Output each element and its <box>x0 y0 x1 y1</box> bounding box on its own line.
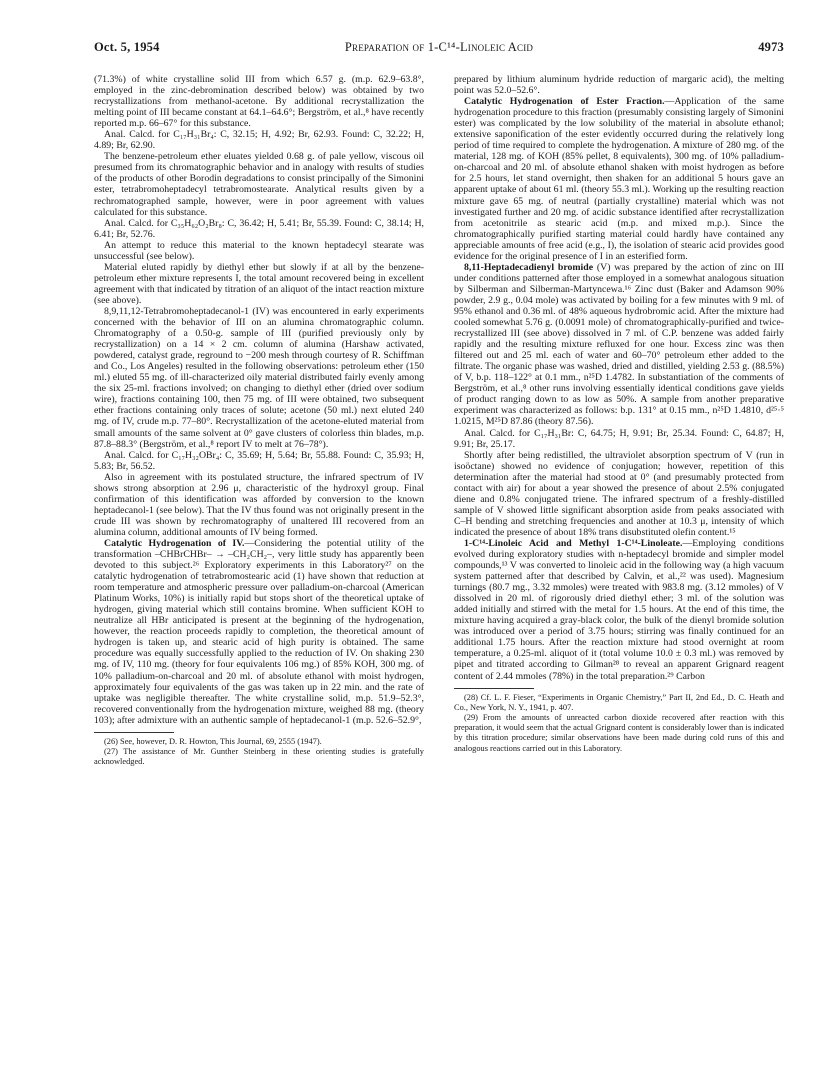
section-text: (V) was prepared by the action of zinc on III under conditions patterned after those employed in a somewhat analogous situation by Silberman and Silberman-Martyncewa.¹⁶ Zinc dust (Baker and Adamson 90% powder, 2.9 g., 0.04 mole) was activated by boiling for a few minutes with 9 ml. of 95% ethanol and 0.36 ml. of 48% aqueous hydrobromic acid. After the mixture had cooled somewhat 5.76 g. (0.0091 mole) of chromatographically-purified and twice-recrystallized III (see above) dissolved in 7 ml. of C.P. benzene was added fairly rapidly and the resulting mixture refluxed for one hour. Excess zinc was then filtered out and 25 ml. each of water and 60–70° petroleum ether added to the filtrate. The organic phase was washed, dried and distilled, yielding 2.53 g. (88.5%) of V, b.p. 118–122° at 0.1 mm., n²⁵D 1.4782. In substantiation of the comments of Bergström, et al.,⁸ other runs involving essentially identical conditions gave yields of product ranging down to as low as 50%. A sample from another preparative experiment was characterized as follows: b.p. 131° at 0.15 mm., n²⁵D 1.4810, d²⁵·⁵ 1.0215, M²⁵D 87.86 (theory 87.56). <box>454 261 784 428</box>
header-title: Preparation of 1-C¹⁴-Linoleic Acid <box>344 40 534 54</box>
section-text: —Employing conditions evolved during exploratory studies with n-heptadecyl bromide and simpler model compounds,¹³ V was converted to linoleic acid in the following way (a high vacuum system patterned after that described by Calvin, et al.,²² was used). Magnesium turnings (80.7 mg., 3.32 mmoles) were treated with 983.8 mg. (3.12 mmoles) of V dissolved in 20 ml. of rigorously dried diethyl ether; 3 ml. of the solution was added initially and stirred with the metal for 1.5 hours. At the end of this time, the mixture having acquired a gray-black color, the bulk of the dienyl bromide solution was introduced over a period of 3.75 hours; stirring was finally continued for an additional 1.75 hours. After the reaction mixture had stood overnight at room temperature, a 0.25-ml. aliquot of it (total volume 10.0 ± 0.3 ml.) was removed by pipet and titrated according to Gilman²⁸ to reveal an apparent Grignard reagent content of 2.44 mmoles (78%) in the total preparation.²⁹ Carbon <box>454 537 784 682</box>
footnote-28: (28) Cf. L. F. Fieser, “Experiments in Organic Chemistry,” Part II, 2nd Ed., D. C. Heath and Co., New York, N. Y., 1941, p. 407. <box>454 692 784 712</box>
analysis-paragraph: Anal. Calcd. for C₁₇H₃₂OBr₄: C, 35.69; H, 5.64; Br, 55.88. Found: C, 35.93; H, 5.83; Br, 56.52. <box>94 449 424 472</box>
section-heading: 1-C¹⁴-Linoleic Acid and Methyl 1-C¹⁴-Linoleate. <box>464 537 683 549</box>
section-paragraph <box>94 538 424 726</box>
paragraph: 8,9,11,12-Tetrabromoheptadecanol-1 (IV) was encountered in early experiments concerned with the behavior of III on an alumina chromatographic column. Chromatography of a 0.50-g. sample of III (purified previously only by recrystallization) on a 14 × 2 cm. column of alumina (Harshaw activated, powdered, catalyst grade, reground to −200 mesh through courtesy of R. Schiffman and Co., Los Angeles) resulted in the following observations: petroleum ether (150 ml.) eluted 55 mg. of ill-characterized oily material distributed fairly evenly among the six 25-ml. fractions involved; on changing to diethyl ether (dried over sodium wire), fractions containing 100, then 75 mg. of III were obtained, two subsequent ether fractions containing only traces of solute; acetone (50 ml.) next eluted 240 mg. of IV, crude m.p. 77–80°. Recrystallization of the acetone-eluted material from small amounts of the same solvent at 0° gave clusters of colorless thin blades, m.p. 87.8–88.3° (Bergström, et al.,⁸ report IV to melt at 76–78°). <box>94 305 424 450</box>
footnote-27: (27) The assistance of Mr. Gunther Steinberg in these orienting studies is gratefully acknowledged. <box>94 746 424 767</box>
section-text: —Considering the potential utility of the transformation –CHBrCHBr– → –CH₂CH₂–, very little study has apparently been devoted to this subject.²⁶ Exploratory experiments in this Laboratory²⁷ on the catalytic hydrogenation of tetrabromostearic acid (1) have shown that reduction at room temperature and atmospheric pressure over palladium-on-charcoal (American Platinum Works, 10%) is initially rapid but stops short of the theoretical uptake of hydrogen, giving material which still contains bromine. When sufficient KOH to neutralize all HBr anticipated is present at the beginning of the hydrogenation, however, the reaction proceeds rapidly to completion, the theoretical amount of hydrogen is taken up, and stearic acid of high purity is obtained. The same procedure was equally successfully applied to the reduction of IV. On shaking 230 mg. of IV, 110 mg. (theory for four equivalents 106 mg.) of 85% KOH, 300 mg. of 10% palladium-on-charcoal and 20 ml. of absolute ethanol with moist hydrogen, approximately four equivalents of the gas was taken up in 22 min. and the rate of uptake was negligible thereafter. The white crystalline solid, m.p. 51.9–52.3°, recovered conventionally from the hydrogenation mixture, weighed 88 mg. (theory 103); after admixture with an authentic sample of heptadecanol-1 (m.p. 52.6–52.9°, <box>94 537 424 726</box>
section-heading: Catalytic Hydrogenation of IV. <box>104 537 245 549</box>
section-paragraph <box>454 262 784 428</box>
page-header <box>94 40 784 60</box>
section-paragraph <box>454 538 784 682</box>
paragraph: Material eluted rapidly by diethyl ether but slowly if at all by the benzene-petroleum ether mixture represents I, the total amount recovered being in excellent agreement with that indicated by titration of an aliquot of the intact reaction mixture (see above). <box>94 261 424 306</box>
footnote-divider <box>454 688 534 689</box>
section-text: —Application of the same hydrogenation procedure to this fraction (presumably consisting largely of Simonini ester) was complicated by the low solubility of the material in absolute ethanol; extensive saponification of the ester evidently occurred during the relatively long period of time required to complete the hydrogenation. A mixture of 280 mg. of the material, 128 mg. of KOH (85% pellet, 8 equivalents), 300 mg. of 10% palladium-on-charcoal and 20 ml. of absolute ethanol shaken with moist hydrogen as before for 2.5 hours, let stand overnight, then shaken for an additional 5 hours gave an apparent uptake of about 61 ml. (theory 55.3 ml.). Working up the resulting reaction mixture gave 65 mg. of neutral (partially crystalline) material which was not investigated further and 20 mg. of acidic substance identified after recrystallization from acetonitrile as stearic acid (m.p. and mixed m.p.). Since the chromatographically purified starting material could hardly have contained any appreciable amounts of free acid (e.g., I), the isolation of stearic acid provides good evidence for the original presence of I in an esterified form. <box>454 96 784 262</box>
analysis-paragraph: Anal. Calcd. for C₁₇H₃₁Br₄: C, 32.15; H, 4.92; Br, 62.93. Found: C, 32.22; H, 4.89; Br, 62.90. <box>94 129 424 152</box>
footnote-29: (29) From the amounts of unreacted carbon dioxide recovered after reaction with this preparation, it would seem that the actual Grignard content is considerably lower than is indicated by this titration procedure; similar observations have been made during cold runs of this and analogous reactions carried out in this Laboratory. <box>454 712 784 753</box>
paragraph: (71.3%) of white crystalline solid III from which 6.57 g. (m.p. 62.9–63.8°, employed in the zinc-debromination described below) was obtained by two recrystallizations from methanol-acetone. By additional recrystallization the melting point of III became constant at 64.1–64.6°; Bergström, et al.,⁸ have recently reported m.p. 66–67° for this substance. <box>94 74 424 130</box>
paragraph: Shortly after being redistilled, the ultraviolet absorption spectrum of V (run in isoöctane) showed no evidence of conjugation; however, repetition of this determination after the material had stood at 0° (and presumably protected from contact with air) for about a year showed the presence of about 2.5% conjugated diene and 0.8% conjugated triene. The infrared spectrum of a freshly-distilled sample of V showed little significant absorption aside from peaks associated with C–H bending and stretching frequencies and another at 10.3 μ, intensity of which indicated the presence of about 18% trans disubstituted olefin content.¹⁵ <box>454 449 784 538</box>
section-heading: Catalytic Hydrogenation of Ester Fraction. <box>464 96 665 108</box>
header-page-number: 4973 <box>758 40 784 54</box>
paragraph: Also in agreement with its postulated structure, the infrared spectrum of IV shows strong absorption at 2.96 μ, characteristic of the hydroxyl group. Final confirmation of this identification was afforded by conversion to the known heptadecanol-1 (see below). That the IV thus found was not originally present in the crude III was shown by rechromatography of unaltered III recovered from an alumina column, additional amounts of IV being formed. <box>94 471 424 538</box>
paragraph: An attempt to reduce this material to the known heptadecyl stearate was unsuccessful (see below). <box>94 239 424 262</box>
section-paragraph <box>454 96 784 262</box>
footnote-26: (26) See, however, D. R. Howton, This Journal, 69, 2555 (1947). <box>104 736 322 746</box>
paragraph: prepared by lithium aluminum hydride reduction of margaric acid), the melting point was 52.0–52.6°. <box>454 74 784 97</box>
analysis-paragraph: Anal. Calcd. for C₃₅H₆₂O₂Br₈: C, 36.42; H, 5.41; Br, 55.39. Found: C, 38.14; H, 6.41; Br, 52.76. <box>94 217 424 240</box>
right-column <box>454 74 784 754</box>
header-date: Oct. 5, 1954 <box>94 40 160 54</box>
analysis-paragraph: Anal. Calcd. for C₁₇H₃₁Br: C, 64.75; H, 9.91; Br, 25.34. Found: C, 64.87; H, 9.91; Br, 25.17. <box>454 427 784 450</box>
section-heading: 8,11-Heptadecadienyl bromide <box>464 261 594 273</box>
left-column <box>94 74 424 767</box>
footnote-divider <box>94 732 174 733</box>
paragraph: The benzene-petroleum ether eluates yielded 0.68 g. of pale yellow, viscous oil presumed from its chromatographic behavior and in analogy with results of studies of the products of other Borodin degradations to consist principally of the Simonini ester, tetrabromoheptadecyl tetrabromostearate. Analytical results given by a rechromatographed sample, however, were in poor agreement with values calculated for this substance. <box>94 151 424 218</box>
